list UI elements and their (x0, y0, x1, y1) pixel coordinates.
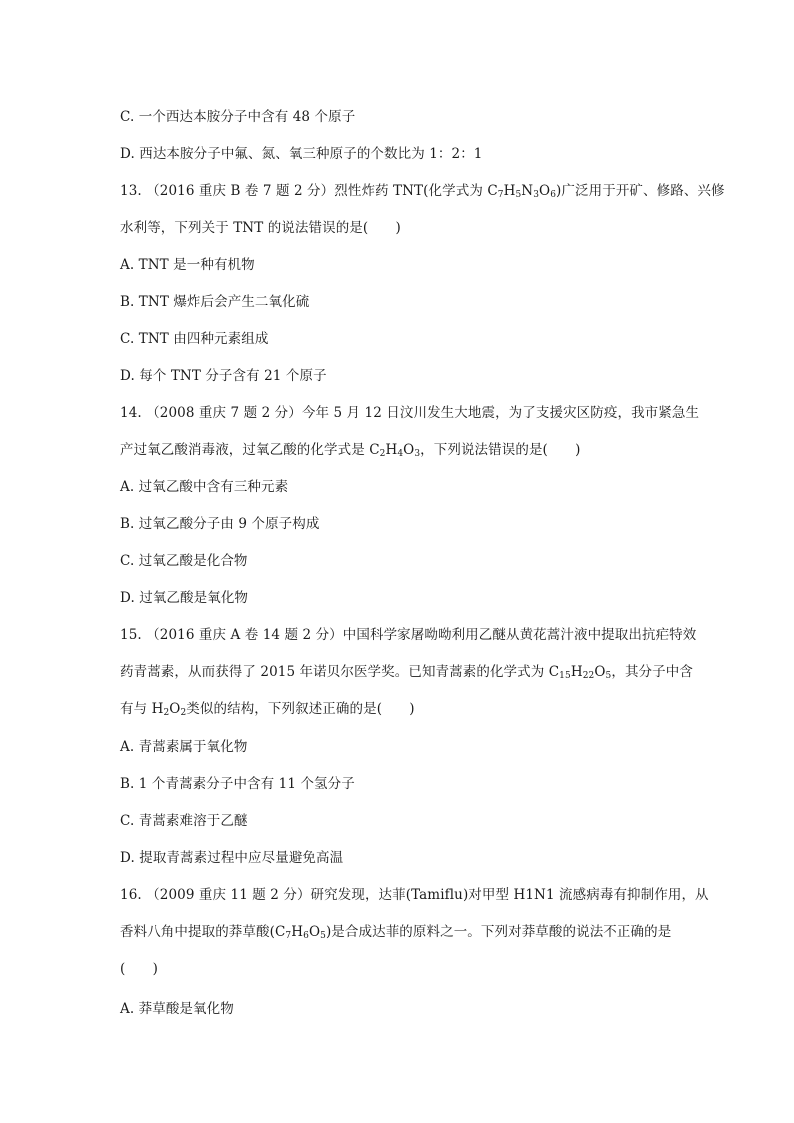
q15-option-c: C. 青蒿素难溶于乙醚 (120, 813, 248, 829)
q14-option-c: C. 过氧乙酸是化合物 (120, 553, 248, 569)
q14-option-d: D. 过氧乙酸是氧化物 (120, 590, 249, 606)
q15-stem-line2: 药青蒿素，从而获得了 2015 年诺贝尔医学奖。已知青蒿素的化学式为 $C_{15}H_{22}O_5$，其分子中含 (120, 664, 693, 681)
q15-stem-line1: 15. （2016 重庆 A 卷 14 题 2 分）中国科学家屠呦呦利用乙醚从黄花蒿汁液中提取出抗疟特效 (120, 627, 697, 643)
q12-option-c: C. 一个西达本胺分子中含有 48 个原子 (120, 109, 356, 125)
q14-stem-line2: 产过氧乙酸消毒液，过氧乙酸的化学式是 $C_2H_4O_3$，下列说法错误的是( ) (120, 442, 581, 459)
q15-option-b: B. 1 个青蒿素分子中含有 11 个氢分子 (120, 776, 355, 792)
q13-option-b: B. TNT 爆炸后会产生二氧化硫 (120, 294, 310, 310)
q15-stem-line3: 有与 $H_2O_2$类似的结构，下列叙述正确的是( ) (120, 701, 415, 718)
q13-stem-line2: 水利等，下列关于 TNT 的说法错误的是( ) (120, 220, 401, 236)
q13-option-d: D. 每个 TNT 分子含有 21 个原子 (120, 368, 327, 384)
q13-stem-line1: 13. （2016 重庆 B 卷 7 题 2 分）烈性炸药 TNT(化学式为 $C_7H_5N_3O_6$)广泛用于开矿、修路、兴修 (120, 183, 725, 200)
q13-option-c: C. TNT 由四种元素组成 (120, 331, 269, 347)
q14-stem-line1: 14. （2008 重庆 7 题 2 分）今年 5 月 12 日汶川发生大地震，为了支援灾区防疫，我市紧急生 (120, 405, 700, 421)
q14-option-b: B. 过氧乙酸分子由 9 个原子构成 (120, 516, 320, 532)
q15-option-d: D. 提取青蒿素过程中应尽量避免高温 (120, 850, 344, 866)
q16-stem-line3: ( ) (120, 961, 158, 977)
q14-option-a: A. 过氧乙酸中含有三种元素 (120, 479, 289, 495)
q16-option-a: A. 莽草酸是氧化物 (120, 1001, 234, 1017)
q15-option-a: A. 青蒿素属于氧化物 (120, 739, 248, 755)
q13-option-a: A. TNT 是一种有机物 (120, 257, 255, 273)
q12-option-d: D. 西达本胺分子中氟、氮、氧三种原子的个数比为 1：2：1 (120, 146, 483, 162)
q16-stem-line1: 16. （2009 重庆 11 题 2 分）研究发现，达菲(Tamiflu)对甲型 H1N1 流感病毒有抑制作用，从 (120, 887, 709, 903)
q16-stem-line2: 香料八角中提取的莽草酸$(C_7H_6O_5)$是合成达菲的原料之一。下列对莽草酸的说法不正确的是 (120, 924, 672, 941)
